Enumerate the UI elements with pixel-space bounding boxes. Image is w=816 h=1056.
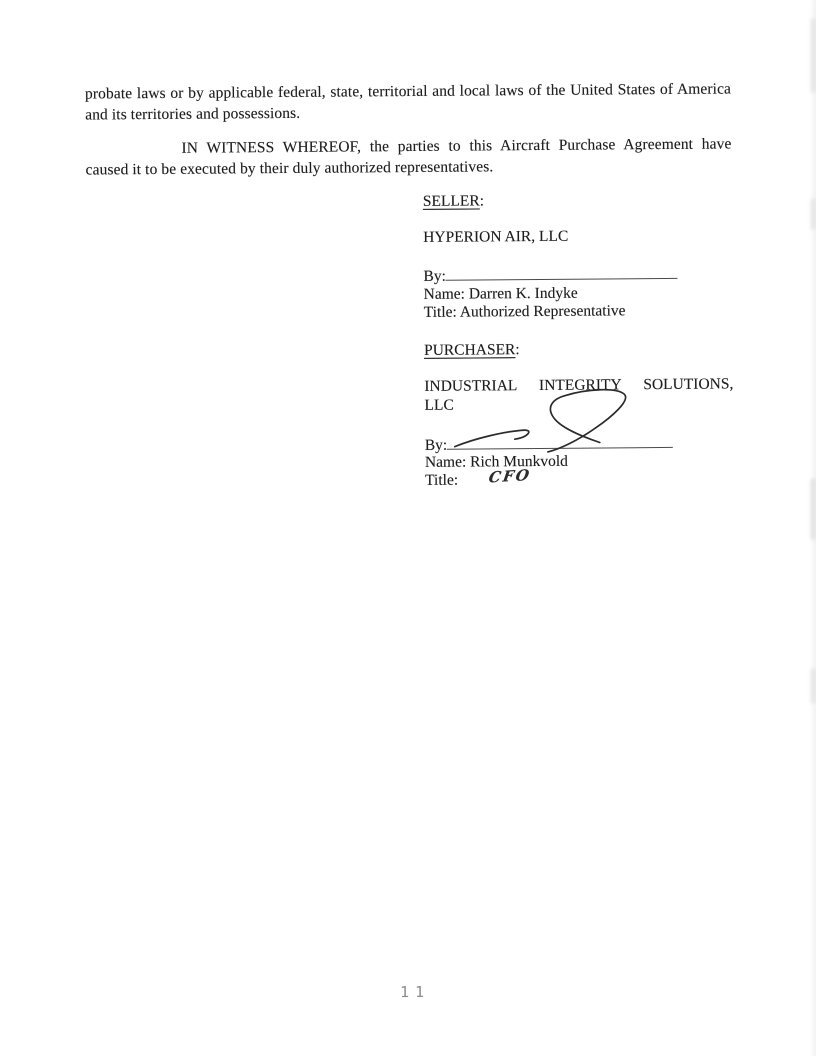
seller-company-name: HYPERION AIR, LLC [423, 227, 569, 246]
scan-smudge [810, 18, 816, 93]
paragraph-line: probate laws or by applicable federal, state, territorial and local laws of the United States of America [84, 80, 732, 103]
seller-signature-blank-line [446, 264, 678, 281]
purchaser-company-line1: INDUSTRIAL INTEGRITY SOLUTIONS, [424, 375, 734, 395]
handwritten-title-cfo: CFO [487, 465, 533, 487]
purchaser-by-label: By: [424, 436, 448, 454]
seller-name-line: Name: Darren K. Indyke [423, 284, 578, 303]
purchaser-title-label: Title: [424, 471, 459, 489]
seller-heading-text: SELLER [422, 192, 480, 210]
seller-heading-colon: : [479, 192, 485, 210]
purchaser-heading-colon: : [515, 341, 520, 359]
purchaser-signature-blank-line [447, 433, 673, 450]
paragraph-line: caused it to be executed by their duly authorized representatives. [85, 158, 494, 179]
scan-smudge [810, 198, 816, 230]
probate-laws-paragraph [85, 78, 731, 125]
seller-heading [423, 189, 732, 210]
page-number: 11 [399, 982, 431, 1002]
seller-by-label: By: [423, 267, 446, 285]
purchaser-title-line [424, 465, 734, 489]
purchaser-heading [424, 338, 733, 359]
paragraph-line: and its territories and possessions. [85, 104, 301, 124]
paragraph-line: IN WITNESS WHEREOF, the parties to this Aircraft Purchase Agreement have [181, 135, 732, 157]
purchaser-heading-text: PURCHASER [423, 341, 516, 359]
seller-title-line: Title: Authorized Representative [423, 302, 626, 321]
witness-whereof-paragraph [85, 133, 731, 180]
scan-smudge [810, 478, 816, 540]
purchaser-name-line: Name: Rich Munkvold [424, 452, 568, 471]
purchaser-company-line2: LLC [424, 396, 454, 414]
scan-smudge [810, 668, 816, 704]
